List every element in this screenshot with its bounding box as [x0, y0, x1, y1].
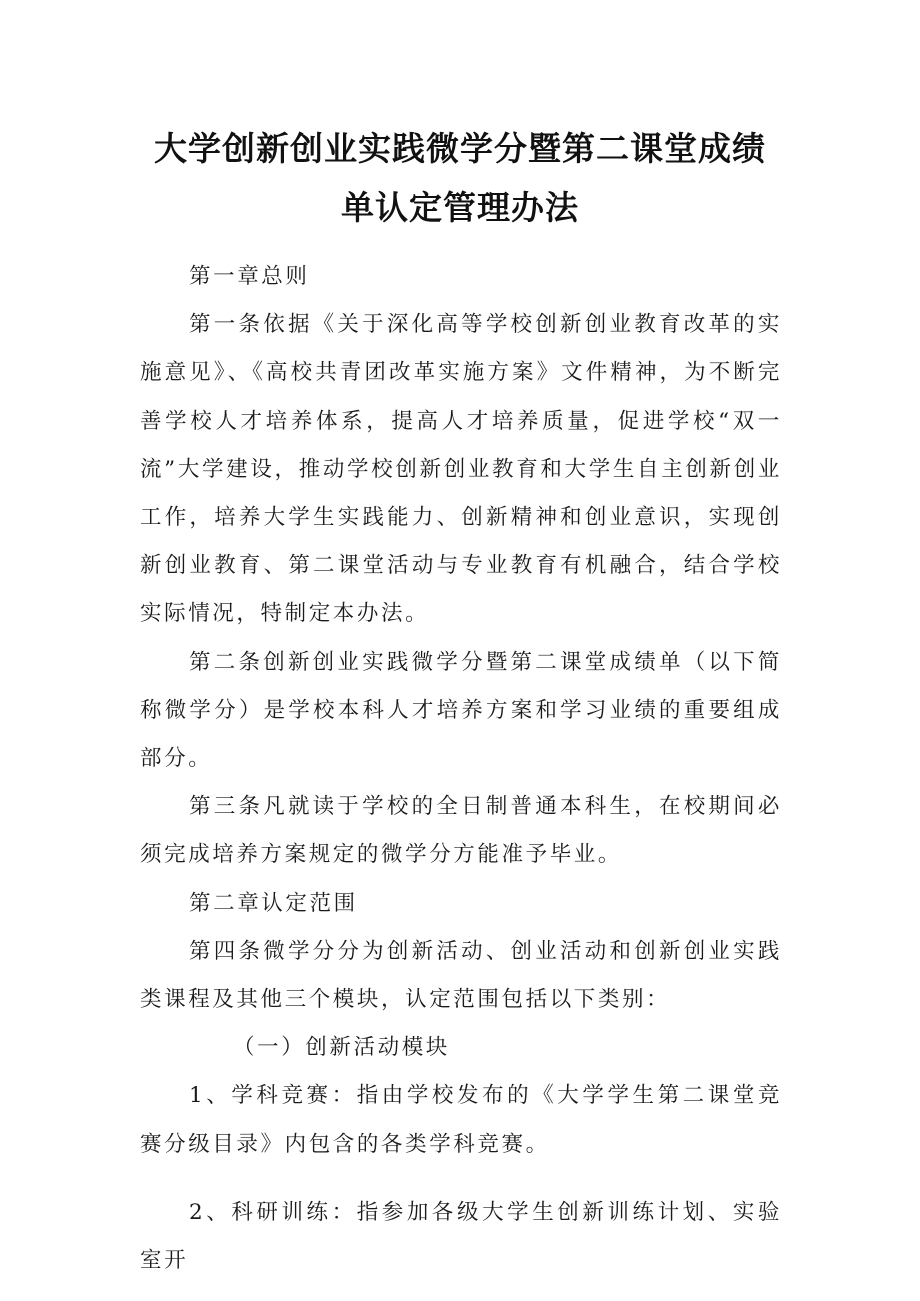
article-2: 第二条创新创业实践微学分暨第二课堂成绩单（以下简称微学分）是学校本科人才培养方案和学习业绩的重要组成部分。	[140, 649, 782, 772]
module-heading-1: （一）创新活动模块	[233, 1035, 450, 1061]
article-3: 第三条凡就读于学校的全日制普通本科生，在校期间必须完成培养方案规定的微学分方能准予毕业。	[140, 794, 782, 868]
article-1: 第一条依据《关于深化高等学校创新创业教育改革的实施意见》、《高校共青团改革实施方案》文件精神，为不断完善学校人才培养体系，提高人才培养质量，促进学校“双一流”大学建设，推动学校创新创业教育和大学生自主创新创业工作，培养大学生实践能力、创新精神和创业意识，实现创新创业教育、第二课堂活动与专业教育有机融合，结合学校实际情况，特制定本办法。	[140, 312, 782, 627]
chapter-heading-2: 第二章认定范围	[189, 890, 358, 916]
document-title-line-1: 大学创新创业实践微学分暨第二课堂成绩	[154, 129, 766, 168]
document-body	[140, 253, 782, 1285]
document-title-line-2: 单认定管理办法	[341, 188, 579, 227]
article-4: 第四条微学分分为创新活动、创业活动和创新创业实践类课程及其他三个模块，认定范围包括以下类别：	[140, 938, 782, 1013]
chapter-heading-1: 第一章总则	[189, 264, 310, 289]
list-item-1: 1、学科竞赛：指由学校发布的《大学学生第二课堂竞赛分级目录》内包含的各类学科竞赛。	[140, 1083, 782, 1157]
list-item-2: 2、科研训练：指参加各级大学生创新训练计划、实验室开	[140, 1199, 782, 1274]
